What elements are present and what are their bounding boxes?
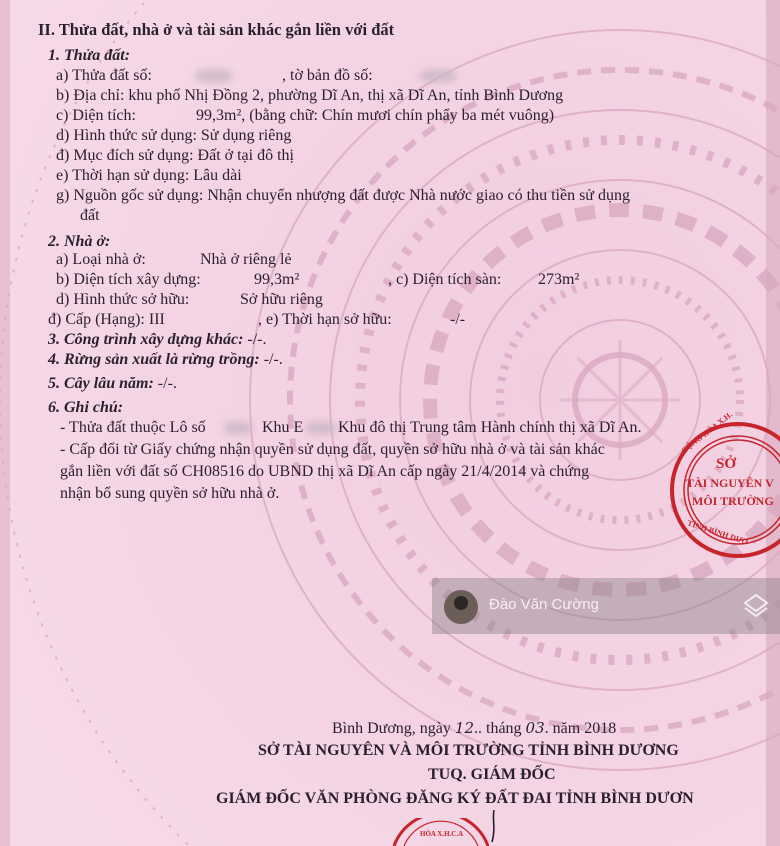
stamp-line3: MÔI TRƯỜNG: [692, 494, 774, 508]
stamp-ring-top: CỘNG HÒA X.H.: [679, 409, 735, 456]
planted-forest-value: -/-.: [263, 351, 283, 368]
signing-month: 03: [525, 719, 545, 737]
land-area-label: c) Diện tích:: [56, 107, 136, 124]
house-floor-area-label: , c) Diện tích sàn:: [388, 271, 502, 288]
planted-forest: [48, 350, 283, 370]
section-title: II. Thửa đất, nhà ở và tài sản khác gắn liền với đất: [38, 20, 395, 39]
signing-place-date: Bình Dương, ngày 12.. tháng 03. năm 2018: [332, 719, 617, 737]
house-ownership-label: d) Hình thức sở hữu:: [56, 291, 190, 308]
note1-lot: - Thửa đất thuộc Lô số: [60, 419, 206, 436]
redacted-parcel-number: [196, 70, 232, 82]
other-construction-value: -/-.: [247, 331, 267, 348]
watermark-logo-icon: [742, 592, 770, 620]
small-stamp-ring: HÒA X.H.C.A: [420, 830, 464, 838]
notes-heading: 6. Ghi chú:: [48, 399, 124, 416]
watermark-name: Đào Văn Cường: [489, 596, 599, 613]
land-origin-line1: g) Nguồn gốc sử dụng: Nhận chuyển nhượng đất được Nhà nước giao có thu tiền sử dụng: [56, 187, 630, 204]
note1-urban: Khu đô thị Trung tâm Hành chính thị xã Dĩ An.: [338, 419, 642, 436]
signing-day: 12: [454, 719, 474, 737]
authorized-by: TUQ. GIÁM ĐỐC: [428, 766, 556, 783]
signing-year: năm 2018: [552, 720, 617, 737]
house-built-area-value: 99,3m²: [254, 271, 300, 288]
redacted-zone: [306, 422, 336, 434]
note1-zone: Khu E: [262, 419, 304, 436]
other-construction: [48, 330, 267, 350]
stamp-ring-bottom: TỈNH BÌNH DƯƠ: [686, 518, 750, 547]
land-parcel-number: a) Thửa đất số:: [56, 67, 152, 84]
redacted-map-sheet: [420, 70, 456, 82]
house-heading: 2. Nhà ở:: [48, 233, 111, 250]
land-address: b) Địa chỉ: khu phố Nhị Đồng 2, phường Dĩ An, thị xã Dĩ An, tỉnh Bình Dương: [56, 87, 564, 104]
stamp-line2: TÀI NGUYÊN V: [686, 476, 774, 490]
house-term-label: , e) Thời hạn sở hữu:: [258, 311, 392, 328]
handwritten-signature-mark: [480, 806, 520, 846]
signing-place: Bình Dương, ngày: [332, 720, 451, 737]
house-ownership-value: Sở hữu riêng: [240, 291, 323, 308]
note2-line2: gắn liền với đất số CH08516 do UBND thị xã Dĩ An cấp ngày 21/4/2014 và chứng: [60, 463, 590, 480]
house-term-value: -/-: [450, 311, 466, 328]
note2-line1: - Cấp đổi từ Giấy chứng nhận quyền sử dụng đất, quyền sở hữu nhà ở và tài sản khác: [60, 441, 605, 458]
land-use-term: e) Thời hạn sử dụng: Lâu dài: [56, 167, 242, 184]
land-area-value: 99,3m², (bằng chữ: Chín mươi chín phẩy ba mét vuông): [196, 107, 555, 124]
land-map-sheet: , tờ bản đồ số:: [282, 67, 373, 84]
land-origin-line2: đất: [80, 207, 100, 224]
signer-title: GIÁM ĐỐC VĂN PHÒNG ĐĂNG KÝ ĐẤT ĐAI TỈNH BÌNH DƯƠN: [216, 790, 694, 807]
signing-month-label: tháng: [486, 720, 522, 737]
note2-line3: nhận bổ sung quyền sở hữu nhà ở.: [60, 485, 280, 502]
house-built-area-label: b) Diện tích xây dựng:: [56, 271, 201, 288]
perennial-trees-label: 5. Cây lâu năm:: [48, 375, 154, 392]
perennial-trees: [48, 374, 177, 394]
house-grade: đ) Cấp (Hạng): III: [48, 311, 165, 328]
issuing-department: SỞ TÀI NGUYÊN VÀ MÔI TRƯỜNG TỈNH BÌNH DƯƠNG: [258, 742, 679, 759]
land-heading: 1. Thửa đất:: [48, 47, 131, 64]
land-use-form: d) Hình thức sử dụng: Sử dụng riêng: [56, 127, 292, 144]
perennial-trees-value: -/-.: [157, 375, 177, 392]
land-use-purpose: đ) Mục đích sử dụng: Đất ở tại đô thị: [56, 147, 294, 164]
stamp-line1: SỞ: [716, 456, 737, 472]
redacted-lot-number: [224, 422, 252, 434]
house-type-label: a) Loại nhà ở:: [56, 251, 146, 268]
house-floor-area-value: 273m²: [538, 271, 580, 288]
planted-forest-label: 4. Rừng sản xuất là rừng trồng:: [48, 351, 260, 368]
watermark-bar: [432, 578, 780, 634]
house-type-value: Nhà ở riêng lẻ: [200, 251, 292, 268]
watermark-avatar: [444, 590, 478, 624]
other-construction-label: 3. Công trình xây dựng khác:: [48, 331, 244, 348]
